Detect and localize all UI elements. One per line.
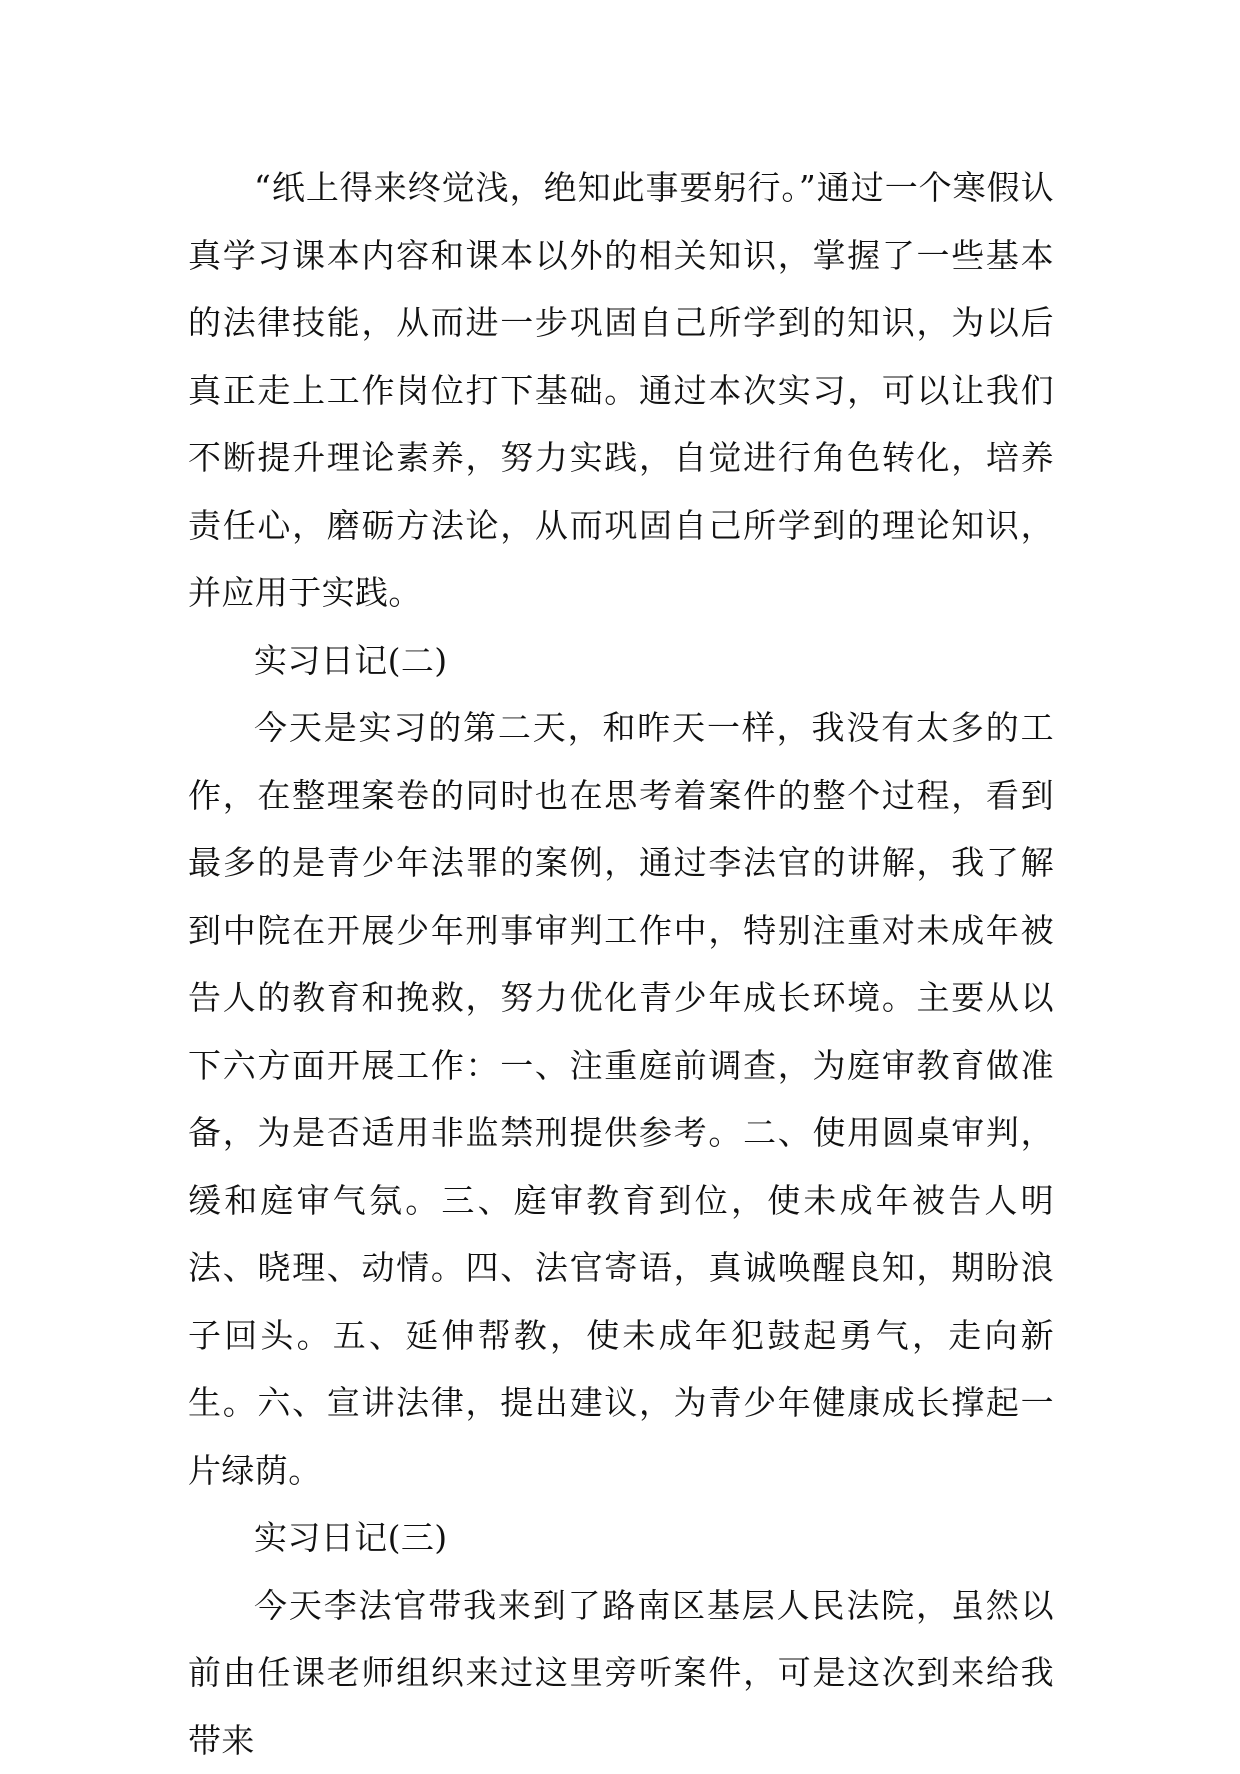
heading-diary-3: 实习日记(三) (188, 1504, 1054, 1572)
document-body (188, 154, 1054, 1774)
paragraph-diary-3: 今天李法官带我来到了路南区基层人民法院，虽然以前由任课老师组织来过这里旁听案件，可是这次到来给我带来 (188, 1572, 1054, 1774)
heading-diary-2: 实习日记(二) (188, 627, 1054, 695)
paragraph-intro: “纸上得来终觉浅，绝知此事要躬行。”通过一个寒假认真学习课本内容和课本以外的相关知识，掌握了一些基本的法律技能，从而进一步巩固自己所学到的知识，为以后真正走上工作岗位打下基础。通过本次实习，可以让我们不断提升理论素养，努力实践，自觉进行角色转化，培养责任心，磨砺方法论，从而巩固自己所学到的理论知识，并应用于实践。 (188, 154, 1054, 627)
paragraph-diary-2: 今天是实习的第二天，和昨天一样，我没有太多的工作，在整理案卷的同时也在思考着案件的整个过程，看到最多的是青少年法罪的案例，通过李法官的讲解，我了解到中院在开展少年刑事审判工作中，特别注重对未成年被告人的教育和挽救，努力优化青少年成长环境。主要从以下六方面开展工作：一、注重庭前调查，为庭审教育做准备，为是否适用非监禁刑提供参考。二、使用圆桌审判，缓和庭审气氛。三、庭审教育到位，使未成年被告人明法、晓理、动情。四、法官寄语，真诚唤醒良知，期盼浪子回头。五、延伸帮教，使未成年犯鼓起勇气，走向新生。六、宣讲法律，提出建议，为青少年健康成长撑起一片绿荫。 (188, 694, 1054, 1504)
